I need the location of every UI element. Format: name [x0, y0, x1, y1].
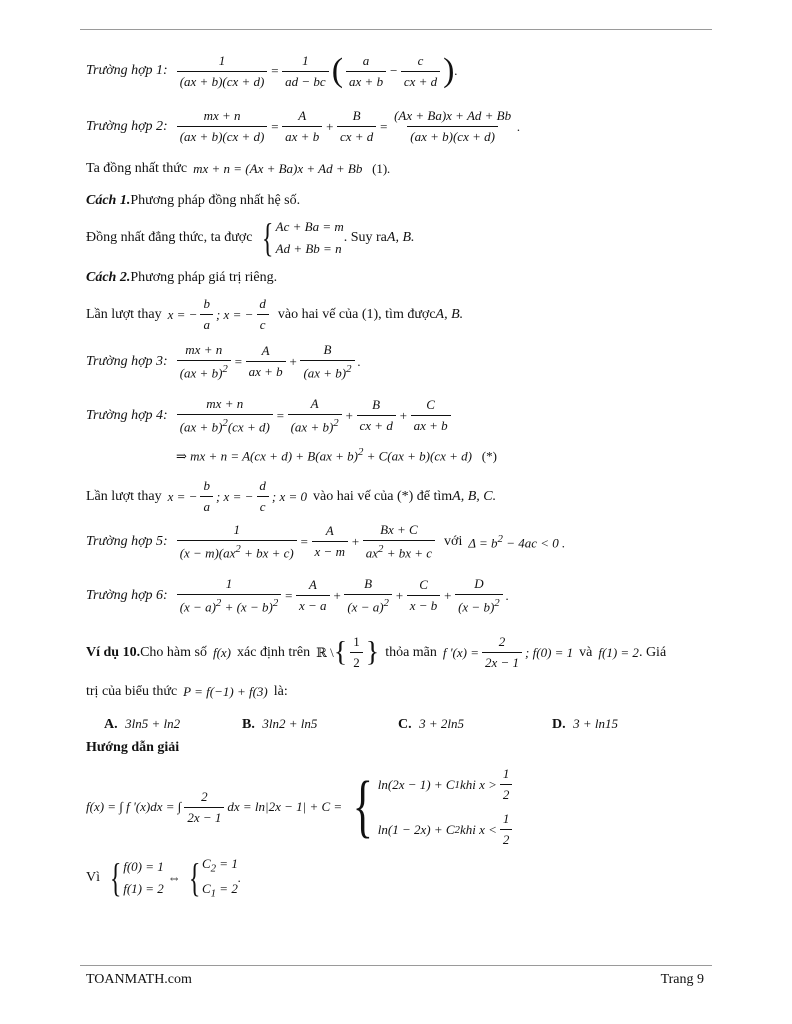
example-t4: và — [579, 644, 593, 660]
case1-formula: $\frac{1}{(ax + b)(cx + d)}$ = $\frac{1}{ad - bc}$ ( $\frac{a}{ax + b}$ − $\frac{c}{cx + d}$ ) . — [174, 52, 458, 90]
case2-formula: $\frac{mx + n}{(ax + b)(cx + d)}$ = $\frac{A}{ax + b}$ + $\frac{B}{cx + d}$ = $\frac{(Ax + Ba)x + Ad + Bb}{(ax + b)(cx + d)}$ . — [174, 108, 521, 145]
case5-with: với — [444, 533, 463, 549]
subst-c: A, B, C. — [452, 488, 497, 504]
method1-text: Phương pháp đồng nhất hệ số. — [130, 193, 301, 208]
example-t5: . Giá — [638, 644, 667, 660]
identity-formula: mx + n = (Ax + Ba)x + Ad + Bb (1). — [193, 161, 391, 176]
case5-label: Trường hợp 5: — [86, 533, 168, 549]
identity-text: Ta đồng nhất thức — [86, 161, 188, 176]
case5-formula: $\frac{1}{(x - m)(ax^2 + bx + c)}$ = $\frac{A}{x - m}$ + $\frac{Bx + C}{ax^2 + bx + c}$ — [174, 522, 438, 561]
example-t2: xác định trên — [237, 644, 311, 660]
case4-label: Trường hợp 4: — [86, 407, 168, 423]
option-a-letter: A. — [104, 717, 118, 732]
solution-vi-line: Vì { f(0) = 1 f(1) = 2 ⇔ { $C_2 = 1$ $C_1 = 2$ . — [86, 854, 242, 900]
example-title: Ví dụ 10. — [86, 644, 141, 660]
case5-delta: $\Delta = b^2 - 4ac < 0$ . — [468, 532, 566, 550]
solution-integral — [86, 766, 515, 848]
example-t1: Cho hàm số — [140, 644, 207, 660]
case3-formula: $\frac{mx + n}{(ax + b)^2}$ = $\frac{A}{ax + b}$ + $\frac{B}{(ax + b)^2}$ . — [174, 342, 361, 381]
option-b-letter: B. — [242, 717, 255, 732]
method1-title-line — [86, 193, 300, 209]
method2-title-line — [86, 270, 277, 286]
case4-formula: $\frac{mx + n}{(ax + b)^2(cx + d)}$ = $\frac{A}{(ax + b)^2}$ + $\frac{B}{cx + d}$ + $\frac{C}{ax + b}$ — [174, 396, 454, 435]
solution-title: Hướng dẫn giải — [86, 740, 180, 755]
header-rule — [80, 29, 712, 30]
case4-line — [86, 396, 454, 435]
equiv-symbol: ⇔ — [167, 869, 181, 885]
method1-title: Cách 1. — [86, 193, 131, 208]
example-fx: f(x) — [212, 644, 232, 660]
method2-subst: x = − $\frac{b}{a}$ ; x = − $\frac{d}{c}$ — [168, 296, 272, 333]
case1-label: Trường hợp 1: — [86, 63, 168, 78]
case5-line — [86, 522, 565, 561]
case6-formula: $\frac{1}{(x - a)^2 + (x - b)^2}$ = $\frac{A}{x - a}$ + $\frac{B}{(x - a)^2}$ + $\frac{C}{x - b}$ + $\frac{D}{(x - b)^2}$ . — [174, 576, 509, 615]
method2-line2a: Lần lượt thay — [86, 306, 162, 322]
method1-line2a: Đồng nhất đẳng thức, ta được — [86, 230, 253, 245]
method2-line2 — [86, 296, 463, 333]
solution-vi: Vì — [86, 869, 100, 885]
option-b-value: 3ln2 + ln5 — [262, 716, 318, 731]
method2-line2c: A, B. — [435, 306, 464, 322]
example-line2 — [86, 684, 288, 700]
footer-rule — [80, 965, 712, 966]
method1-line2 — [86, 215, 415, 260]
option-a-value: 3ln5 + ln2 — [125, 716, 181, 731]
case4-implies — [176, 446, 497, 464]
case2-line — [86, 108, 520, 145]
example-t3: thỏa mãn — [385, 644, 437, 660]
subst-formula: x = − $\frac{b}{a}$ ; x = − $\frac{d}{c}$ ; x = 0 — [167, 478, 307, 514]
option-c-letter: C. — [398, 717, 412, 732]
option-d-value: 3 + ln15 — [573, 716, 619, 731]
case4-implies-formula: ⇒ mx + n = A(cx + d) + B(ax + b)$^2$ + C(ax + b)(cx + d) (*) — [176, 446, 497, 464]
method1-line2c: A, B. — [386, 230, 415, 245]
subst-a: Lần lượt thay — [86, 488, 162, 504]
footer-page: Trang 9 — [660, 972, 704, 987]
subst-line — [86, 478, 496, 515]
case1-line — [86, 52, 458, 90]
identity-line — [86, 161, 391, 177]
integral-formula: f(x) = ∫ f '(x)dx = ∫ $\frac{2}{2x - 1}$ dx = ln|2x − 1| + C = { ln(2x − 1) + C 1 khi x > $\frac{1}{2}$ ln(1 − 2x) + C 2 khi x < $\frac{1}{2}$ — [86, 766, 515, 848]
option-b[interactable] — [242, 716, 317, 733]
method2-title: Cách 2. — [86, 270, 131, 285]
method2-text: Phương pháp giá trị riêng. — [130, 270, 278, 285]
case6-line — [86, 576, 509, 615]
example-derivative: f '(x) = $\frac{2}{2x - 1}$ ; f(0) = 1 — [442, 634, 574, 670]
example-domain: ℝ \ { $\frac{1}{2}$ } — [316, 634, 380, 670]
case2-label: Trường hợp 2: — [86, 118, 168, 134]
option-c-value: 3 + 2ln5 — [419, 716, 465, 731]
footer-site: TOANMATH.com — [86, 972, 192, 987]
method1-line2b: . Suy ra — [343, 230, 387, 245]
option-d[interactable] — [552, 716, 618, 733]
option-d-letter: D. — [552, 717, 566, 732]
method2-line2b: vào hai vế của (1), tìm được — [277, 306, 436, 322]
option-c[interactable] — [398, 716, 464, 733]
subst-b: vào hai vế của (*) để tìm — [313, 488, 453, 504]
case6-label: Trường hợp 6: — [86, 587, 168, 603]
example-line2: trị của biểu thức — [86, 684, 178, 699]
method1-system: { Ac + Ba = m Ad + Bb = n — [262, 215, 344, 260]
example-line2b: là: — [273, 684, 288, 699]
example-line1 — [86, 634, 666, 671]
case3-label: Trường hợp 3: — [86, 353, 168, 369]
example-P: P = f(−1) + f(3) — [183, 684, 268, 699]
option-a[interactable] — [104, 716, 180, 733]
example-f1: f(1) = 2 — [598, 644, 639, 660]
vi-system: { f(0) = 1 f(1) = 2 — [109, 854, 164, 900]
constants-system: { $C_2 = 1$ $C_1 = 2$ — [188, 854, 238, 900]
case3-line — [86, 342, 361, 381]
